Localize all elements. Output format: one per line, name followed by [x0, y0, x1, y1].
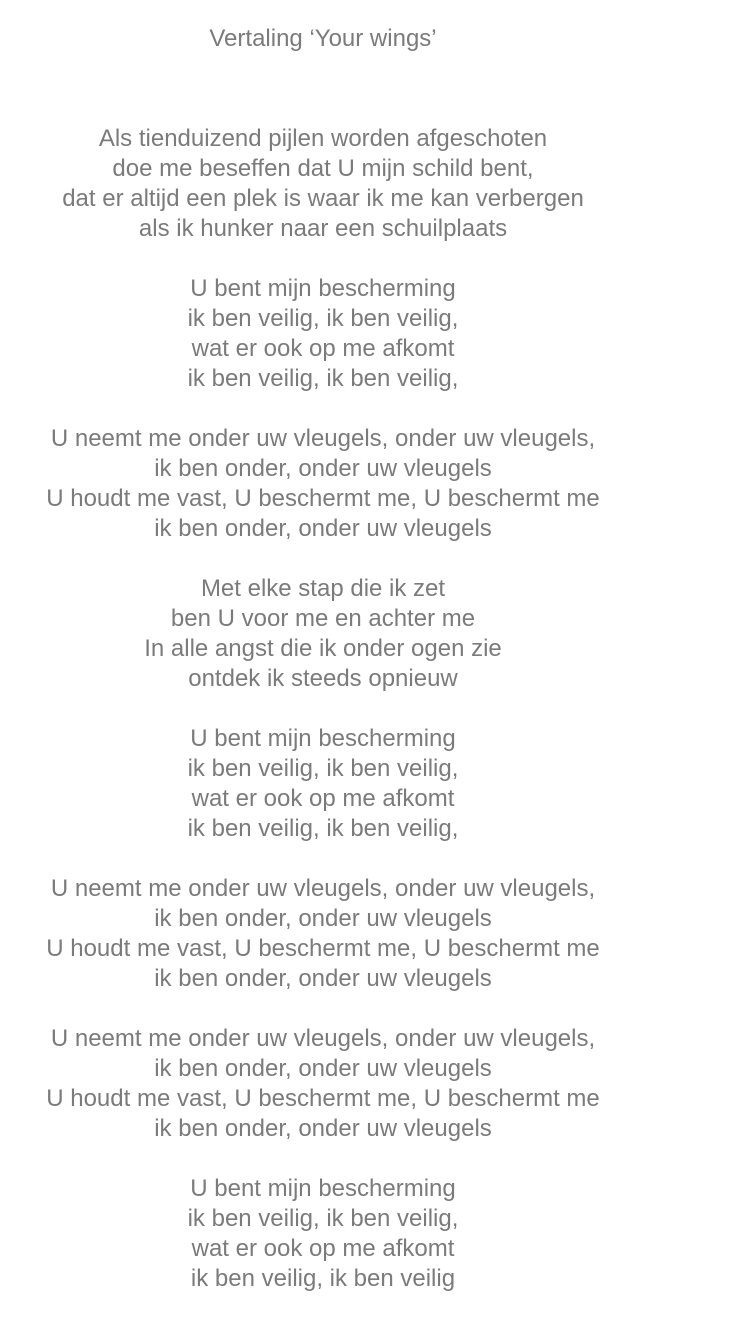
lyric-line: U bent mijn bescherming: [190, 275, 456, 302]
lyric-line: U neemt me onder uw vleugels, onder uw vleugels,: [50, 875, 596, 902]
lyric-line: ik ben onder, onder uw vleugels: [154, 905, 492, 932]
stanza: [0, 724, 646, 844]
lyric-line: dat er altijd een plek is waar ik me kan verbergen: [62, 185, 584, 212]
lyric-line: ik ben veilig, ik ben veilig,: [187, 305, 459, 332]
lyric-line: ik ben veilig, ik ben veilig,: [187, 755, 459, 782]
lyric-line: ik ben onder, onder uw vleugels: [154, 965, 492, 992]
lyric-line: Met elke stap die ik zet: [200, 575, 446, 602]
lyric-line: ik ben onder, onder uw vleugels: [154, 515, 492, 542]
stanza: [0, 1024, 646, 1144]
stanza: [0, 124, 646, 244]
stanza: [0, 574, 646, 694]
lyric-line: ik ben veilig, ik ben veilig,: [187, 1205, 459, 1232]
stanza: [0, 1174, 646, 1294]
lyric-line: ik ben onder, onder uw vleugels: [154, 455, 492, 482]
lyric-line: ik ben veilig, ik ben veilig,: [187, 815, 459, 842]
stanza: [0, 424, 646, 544]
lyric-line: als ik hunker naar een schuilplaats: [138, 215, 508, 242]
lyric-line: In alle angst die ik onder ogen zie: [144, 635, 502, 662]
lyric-line: wat er ook op me afkomt: [191, 1235, 455, 1262]
lyric-line: doe me beseffen dat U mijn schild bent,: [112, 155, 534, 182]
lyric-line: U houdt me vast, U beschermt me, U beschermt me: [46, 485, 600, 512]
lyric-line: U houdt me vast, U beschermt me, U beschermt me: [46, 1085, 600, 1112]
lyric-line: ik ben onder, onder uw vleugels: [154, 1055, 492, 1082]
lyric-line: wat er ook op me afkomt: [191, 785, 455, 812]
lyric-line: wat er ook op me afkomt: [191, 335, 455, 362]
stanza: [0, 874, 646, 994]
stanza: [0, 274, 646, 394]
lyric-line: U neemt me onder uw vleugels, onder uw vleugels,: [50, 1025, 596, 1052]
document-title: Vertaling ‘Your wings’: [209, 25, 437, 52]
lyric-line: U neemt me onder uw vleugels, onder uw vleugels,: [50, 425, 596, 452]
lyric-line: Als tienduizend pijlen worden afgeschoten: [98, 125, 548, 152]
lyric-line: ik ben onder, onder uw vleugels: [154, 1115, 492, 1142]
lyric-line: U houdt me vast, U beschermt me, U beschermt me: [46, 935, 600, 962]
lyric-line: ik ben veilig, ik ben veilig,: [187, 365, 459, 392]
lyric-line: ben U voor me en achter me: [170, 605, 476, 632]
lyric-line: U bent mijn bescherming: [190, 1175, 456, 1202]
lyric-line: ik ben veilig, ik ben veilig: [190, 1265, 456, 1292]
lyric-line: ontdek ik steeds opnieuw: [188, 665, 458, 692]
lyrics-body: [0, 124, 646, 1324]
lyric-line: U bent mijn bescherming: [190, 725, 456, 752]
